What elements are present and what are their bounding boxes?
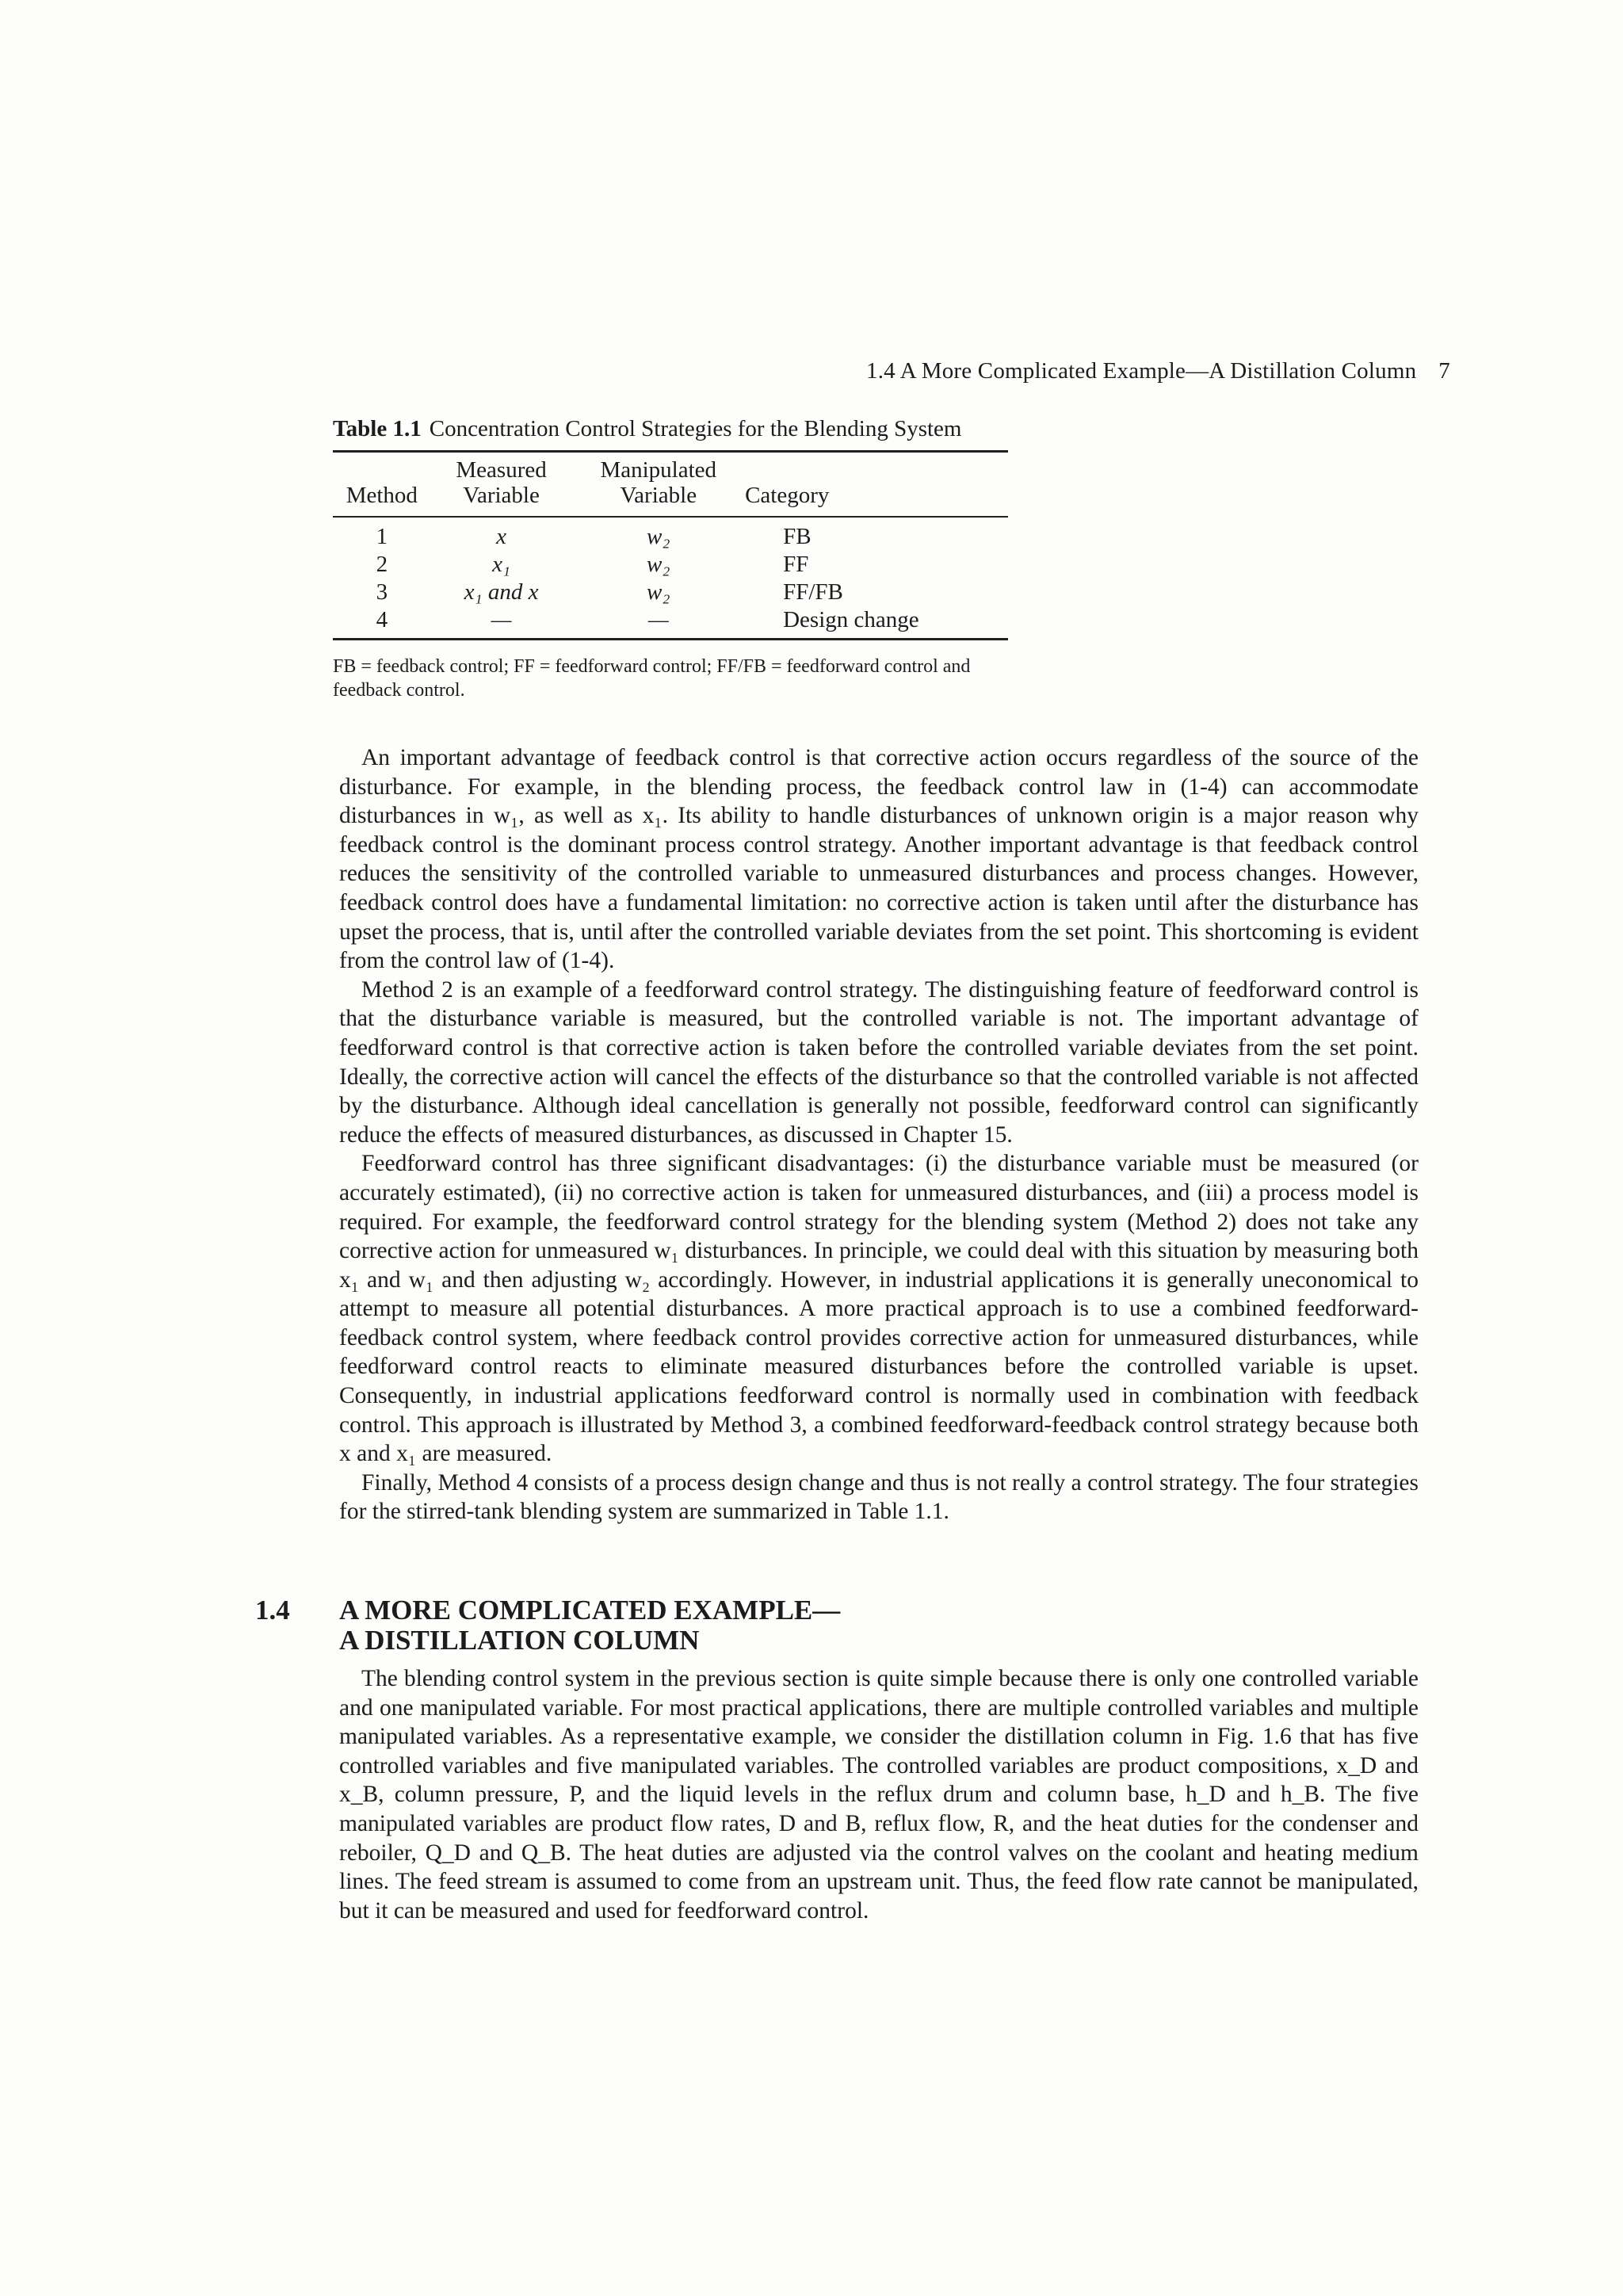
section-heading [255, 1595, 840, 1656]
section-text-block [339, 1664, 1419, 1925]
cell-method: 2 [376, 552, 388, 577]
column-header-category: Category [745, 483, 830, 508]
table-caption [333, 416, 1008, 442]
section-title-line1: A MORE COMPLICATED EXAMPLE— [339, 1595, 841, 1626]
cell-measured: x₁ [492, 552, 511, 577]
intro-text-block [339, 743, 1419, 1526]
column-header-measured: Measured Variable [456, 457, 547, 508]
cell-measured: x₁ and x [464, 579, 539, 605]
cell-category: Design change [783, 607, 919, 632]
running-header [499, 358, 1450, 384]
cell-manipulated: w₂ [647, 579, 670, 605]
table-row [333, 579, 1008, 606]
page-number: 7 [1438, 358, 1450, 384]
section-number: 1.4 [255, 1595, 290, 1626]
table-block [333, 416, 1008, 702]
table-row [333, 606, 1008, 640]
table-row [333, 551, 1008, 579]
paragraph: An important advantage of feedback control is that corrective action occurs regardless of the source of the disturbance. For example, in the blending process, the feedback control law in (1-4) can accommodate disturbances in w₁, as well as x₁. Its ability to handle disturbances of unknown origin is a major reason why feedback control is the dominant process control strategy. Another important advantage is that feedback control reduces the sensitivity of the controlled variable to unmeasured disturbances and process changes. However, feedback control does have a fundamental limitation: no corrective action is taken until after the disturbance has upset the process, that is, until after the controlled variable deviates from the set point. This shortcoming is evident from the control law of (1-4). [339, 745, 1419, 974]
paragraph: Feedforward control has three significant disadvantages: (i) the disturbance variable must be measured (or accurately estimated), (ii) no corrective action is taken for unmeasured disturbances, and (iii) a process model is required. For example, the feedforward control strategy for the blending system (Method 2) does not take any corrective action for unmeasured w₁ disturbances. In principle, we could deal with this situation by measuring both x₁ and w₁ and then adjusting w₂ accordingly. However, in industrial applications it is generally uneconomical to attempt to measure all potential disturbances. A more practical approach is to use a combined feedforward-feedback control system, where feedback control provides corrective action for unmeasured disturbances, while feedforward control reacts to eliminate measured disturbances before the controlled variable is upset. Consequently, in industrial applications feedforward control is normally used in combination with feedback control. This approach is illustrated by Method 3, a combined feedforward-feedback control strategy because both x and x₁ are measured. [339, 1151, 1419, 1467]
cell-measured: x [496, 524, 506, 549]
cell-measured: — [491, 607, 512, 632]
paragraph: Method 2 is an example of a feedforward control strategy. The distinguishing feature of feedforward control is that the disturbance variable is measured, but the controlled variable is not. The important advantage of feedforward control is that corrective action is taken before the controlled variable deviates from the set point. Ideally, the corrective action will cancel the effects of the disturbance so that the controlled variable is not affected by the disturbance. Although ideal cancellation is generally not possible, feedforward control can significantly reduce the effects of measured disturbances, as discussed in Chapter 15. [339, 976, 1419, 1148]
table-label: Table 1.1 [333, 416, 422, 441]
section-title-line2: A DISTILLATION COLUMN [339, 1625, 700, 1656]
cell-manipulated: w₂ [647, 552, 670, 577]
table-caption-text: Concentration Control Strategies for the Blending System [429, 416, 962, 441]
running-title: 1.4 A More Complicated Example—A Distillation Column [866, 358, 1417, 384]
cell-manipulated: w₂ [647, 524, 670, 549]
column-header-manipulated: Manipulated Variable [600, 457, 717, 508]
strategy-table [333, 450, 1008, 640]
cell-category: FF [783, 552, 809, 577]
cell-method: 4 [376, 607, 388, 632]
table-header-row [333, 452, 1008, 518]
cell-category: FB [783, 524, 812, 549]
table-footnote: FB = feedback control; FF = feedforward control; FF/FB = feedforward control and feedback control. [333, 656, 971, 701]
cell-category: FF/FB [783, 579, 843, 605]
paragraph: Finally, Method 4 consists of a process design change and thus is not really a control strategy. The four strategies for the stirred-tank blending system are summarized in Table 1.1. [339, 1469, 1419, 1525]
cell-method: 3 [376, 579, 388, 605]
table-row [333, 517, 1008, 551]
paragraph: The blending control system in the previous section is quite simple because there is only one controlled variable and one manipulated variable. For most practical applications, there are multiple controlled variables and multiple manipulated variables. As a representative example, we consider the distillation column in Fig. 1.6 that has five controlled variables and five manipulated variables. The controlled variables are product compositions, x_D and x_B, column pressure, P, and the liquid levels in the reflux drum and column base, h_D and h_B. The five manipulated variables are product flow rates, D and B, reflux flow, R, and the heat duties for the condenser and reboiler, Q_D and Q_B. The heat duties are adjusted via the control valves on the coolant and heating medium lines. The feed stream is assumed to come from an upstream unit. Thus, the feed flow rate cannot be manipulated, but it can be measured and used for feedforward control. [339, 1666, 1419, 1924]
column-header-method: Method [346, 483, 418, 508]
cell-method: 1 [376, 524, 388, 549]
cell-manipulated: — [647, 607, 669, 632]
